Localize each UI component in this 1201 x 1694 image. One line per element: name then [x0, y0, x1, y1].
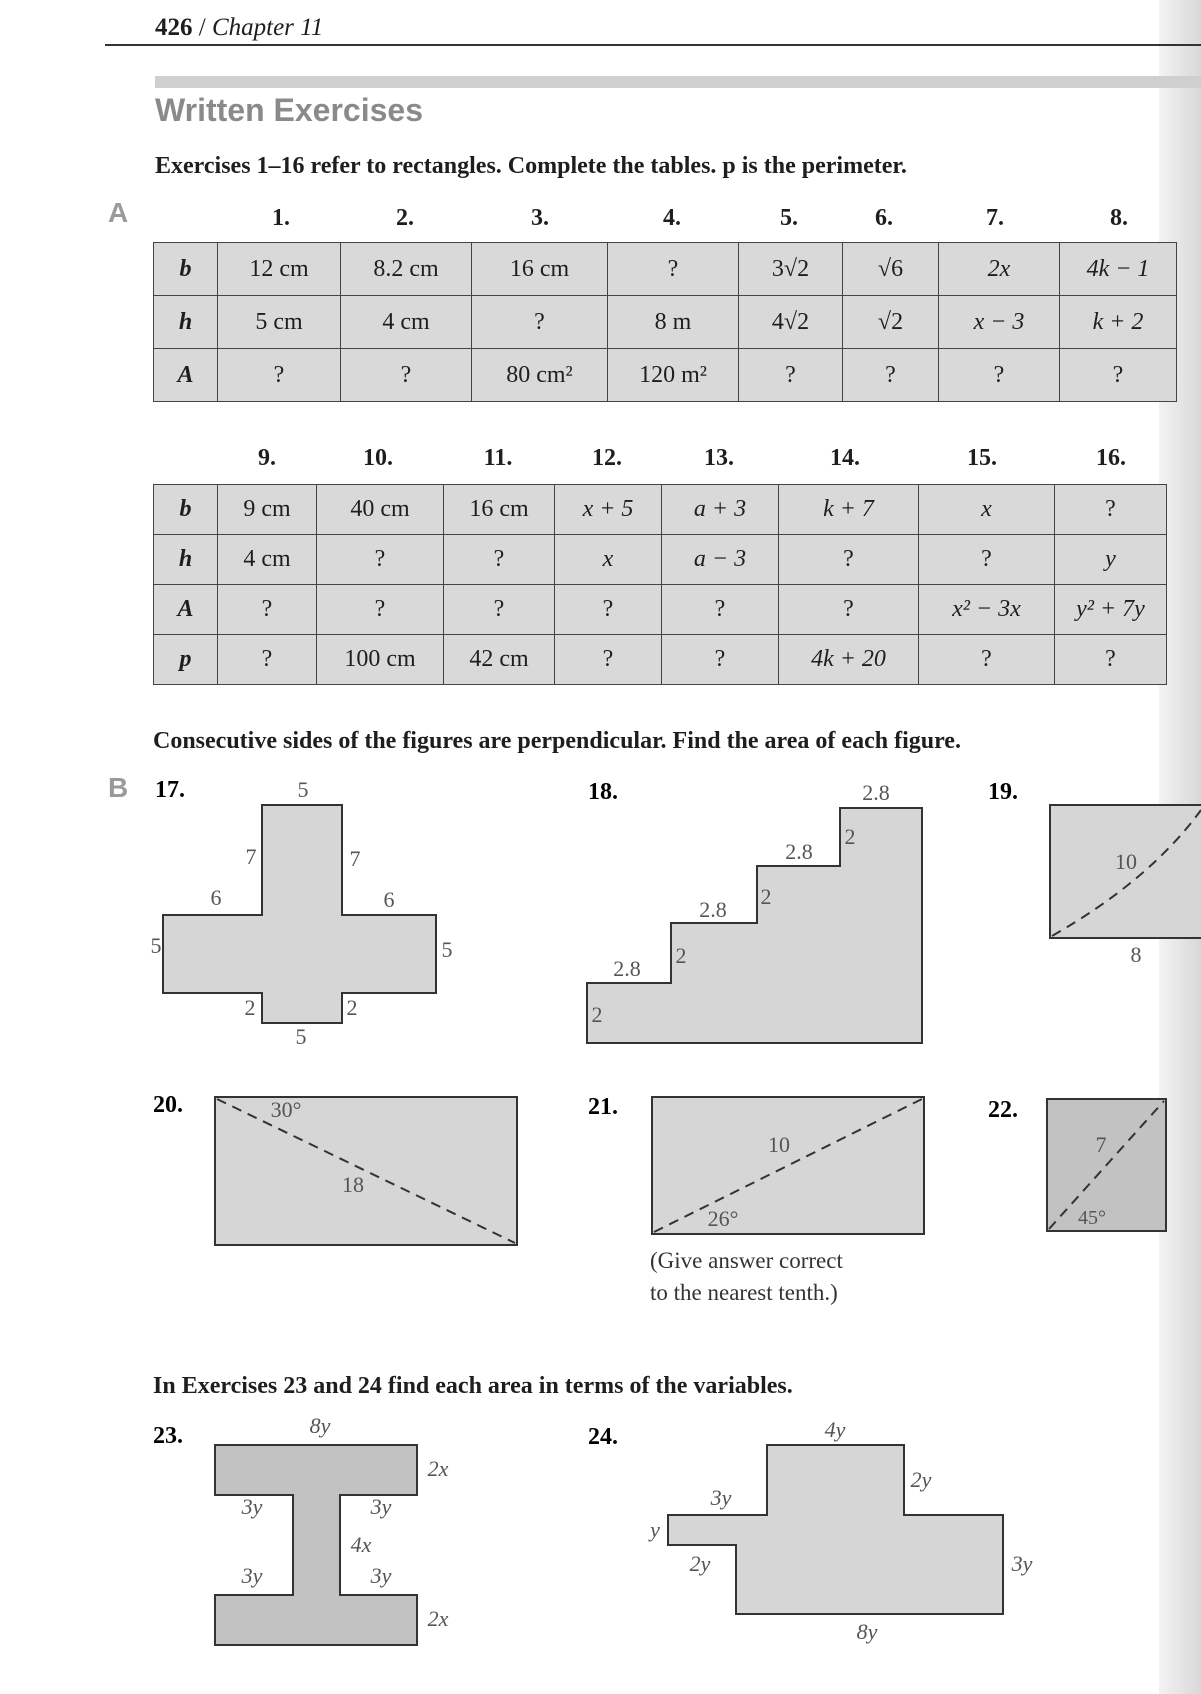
header-separator: / — [198, 14, 206, 41]
row-p — [154, 635, 1167, 685]
exercise-number: 9. — [258, 445, 276, 471]
page-header — [155, 14, 323, 42]
dim-label: 2 — [244, 995, 256, 1020]
cell: k + 2 — [1060, 296, 1177, 349]
angle-label: 30° — [270, 1097, 302, 1122]
dim-label: 18 — [342, 1172, 364, 1197]
row-h — [154, 296, 1177, 349]
cell: 5 cm — [218, 296, 341, 349]
exercise-number: 15. — [967, 445, 997, 471]
dim-label: 5 — [295, 1024, 307, 1049]
figure-22 — [988, 1097, 1166, 1231]
cell: ? — [555, 635, 662, 685]
dim-label: 2 — [675, 943, 687, 968]
row-label: p — [154, 635, 218, 685]
instruction-figures: Consecutive sides of the figures are perpendicular. Find the area of each figure. — [153, 728, 961, 754]
exercise-number: 16. — [1096, 445, 1126, 471]
cell: 12 cm — [218, 243, 341, 296]
dim-label: 6 — [383, 887, 395, 912]
dim-label: 8y — [856, 1619, 878, 1644]
dim-label: 2y — [910, 1467, 932, 1492]
cell: ? — [662, 585, 779, 635]
page-number: 426 — [155, 14, 193, 41]
level-b: B — [108, 772, 129, 803]
cell: ? — [1055, 485, 1167, 535]
dim-label: 2 — [760, 884, 772, 909]
cell: ? — [444, 585, 555, 635]
cell: 8 m — [608, 296, 739, 349]
dim-label: 6 — [210, 885, 222, 910]
figure-19 — [988, 779, 1201, 967]
dim-label: y — [650, 1517, 660, 1542]
cell: x — [555, 535, 662, 585]
exercise-number: 11. — [483, 445, 513, 471]
cell: 8.2 cm — [341, 243, 472, 296]
cell: y — [1055, 535, 1167, 585]
exercise-number: 5. — [780, 205, 798, 231]
composite-shape — [668, 1445, 1003, 1614]
cross-shape — [163, 805, 436, 1023]
cell: ? — [779, 535, 919, 585]
dim-label: 3y — [1011, 1551, 1033, 1576]
cell: k + 7 — [779, 485, 919, 535]
dim-label: 3y — [241, 1563, 263, 1588]
row-b — [154, 485, 1167, 535]
row-h — [154, 535, 1167, 585]
cell: ? — [939, 349, 1060, 402]
figure-note: to the nearest tenth.) — [650, 1280, 838, 1305]
dim-label: 10 — [1115, 849, 1137, 874]
dim-label: 2.8 — [862, 780, 890, 805]
instruction-tables: Exercises 1–16 refer to rectangles. Complete the tables. p is the perimeter. — [155, 153, 907, 179]
section-band — [155, 76, 1201, 88]
figure-18 — [587, 779, 922, 1043]
cell: ? — [317, 585, 444, 635]
row-a — [154, 585, 1167, 635]
exercise-number: 3. — [531, 205, 549, 231]
cell: ? — [919, 635, 1055, 685]
cell: a − 3 — [662, 535, 779, 585]
dim-label: 2.8 — [785, 839, 813, 864]
cell: ? — [1055, 635, 1167, 685]
cell: 4k + 20 — [779, 635, 919, 685]
figure-label: 20. — [153, 1092, 183, 1118]
header-rule — [105, 44, 1201, 46]
figure-20 — [153, 1092, 517, 1245]
dim-label: 5 — [297, 777, 309, 802]
dim-label: 5 — [150, 933, 162, 958]
dim-label: 5 — [441, 937, 453, 962]
angle-label: 45° — [1078, 1207, 1106, 1229]
figures-23-24 — [0, 1400, 1201, 1694]
figure-note: (Give answer correct — [650, 1248, 843, 1273]
figure-21 — [588, 1094, 924, 1305]
row-label: A — [154, 585, 218, 635]
exercise-number: 2. — [396, 205, 414, 231]
table-exercises-1-8 — [153, 242, 1177, 402]
cell: ? — [843, 349, 939, 402]
figure-17 — [151, 777, 453, 1049]
dim-label: 2y — [689, 1551, 711, 1576]
dim-label: 2 — [844, 824, 856, 849]
cell: ? — [608, 243, 739, 296]
cell: ? — [317, 535, 444, 585]
angle-label: 26° — [707, 1206, 739, 1231]
chapter-title: Chapter 11 — [211, 14, 324, 41]
cell: a + 3 — [662, 485, 779, 535]
row-label: A — [154, 349, 218, 402]
row-label: b — [154, 243, 218, 296]
cell: ? — [472, 296, 608, 349]
exercise-number: 13. — [704, 445, 734, 471]
exercise-number: 8. — [1110, 205, 1128, 231]
figure-label: 18. — [588, 779, 618, 805]
cell: ? — [662, 635, 779, 685]
row-label: b — [154, 485, 218, 535]
figure-23 — [153, 1413, 449, 1645]
cell: 9 cm — [218, 485, 317, 535]
level-a: A — [108, 197, 129, 228]
cell: 4 cm — [218, 535, 317, 585]
exercise-number: 7. — [986, 205, 1004, 231]
cell: √6 — [843, 243, 939, 296]
figure-label: 24. — [588, 1424, 618, 1450]
cell: √2 — [843, 296, 939, 349]
exercise-number: 12. — [592, 445, 622, 471]
exercise-number: 4. — [663, 205, 681, 231]
dim-label: 3y — [710, 1485, 732, 1510]
row-label: h — [154, 296, 218, 349]
cell: ? — [218, 349, 341, 402]
row-b — [154, 243, 1177, 296]
exercise-number: 1. — [272, 205, 290, 231]
dim-label: 2x — [427, 1606, 449, 1631]
dim-label: 2x — [427, 1456, 449, 1481]
cell: x − 3 — [939, 296, 1060, 349]
cell: 16 cm — [472, 243, 608, 296]
dim-label: 2.8 — [613, 956, 641, 981]
dim-label: 7 — [245, 844, 257, 869]
exercise-number: 14. — [830, 445, 860, 471]
row-a — [154, 349, 1177, 402]
cell: 2x — [939, 243, 1060, 296]
dim-label: 7 — [1095, 1132, 1107, 1157]
figure-label: 21. — [588, 1094, 618, 1120]
instruction-variables: In Exercises 23 and 24 find each area in terms of the variables. — [153, 1373, 793, 1399]
cell: x — [919, 485, 1055, 535]
figure-label: 22. — [988, 1097, 1018, 1123]
dim-label: 10 — [768, 1132, 790, 1157]
cell: 42 cm — [444, 635, 555, 685]
dim-label: 7 — [349, 846, 361, 871]
dim-label: 3y — [370, 1494, 392, 1519]
cell: ? — [555, 585, 662, 635]
cell: 4k − 1 — [1060, 243, 1177, 296]
cell: 80 cm² — [472, 349, 608, 402]
rectangle-shape — [215, 1097, 517, 1245]
cell: ? — [218, 585, 317, 635]
cell: 100 cm — [317, 635, 444, 685]
cell: 3√2 — [739, 243, 843, 296]
row-label: h — [154, 535, 218, 585]
figure-label: 19. — [988, 779, 1018, 805]
cell: 120 m² — [608, 349, 739, 402]
figure-label: 17. — [155, 777, 185, 803]
section-title: Written Exercises — [155, 92, 423, 128]
cell: 40 cm — [317, 485, 444, 535]
cell: y² + 7y — [1055, 585, 1167, 635]
figure-label: 23. — [153, 1423, 183, 1449]
dim-label: 2 — [591, 1002, 603, 1027]
cell: x² − 3x — [919, 585, 1055, 635]
cell: 4√2 — [739, 296, 843, 349]
dim-label: 3y — [370, 1563, 392, 1588]
figures-17-22 — [0, 760, 1201, 1320]
dim-label: 8 — [1130, 942, 1142, 967]
figure-24 — [588, 1417, 1033, 1644]
exercise-number: 6. — [875, 205, 893, 231]
cell: ? — [341, 349, 472, 402]
i-beam-shape — [215, 1445, 417, 1645]
cell: 4 cm — [341, 296, 472, 349]
cell: ? — [218, 635, 317, 685]
cell: ? — [919, 535, 1055, 585]
dim-label: 2 — [346, 995, 358, 1020]
table-exercises-9-16 — [153, 484, 1167, 685]
staircase-shape — [587, 808, 922, 1043]
dim-label: 4y — [824, 1417, 846, 1442]
dim-label: 3y — [241, 1494, 263, 1519]
cell: ? — [739, 349, 843, 402]
dim-label: 4x — [350, 1532, 372, 1557]
dim-label: 8y — [309, 1413, 331, 1438]
cell: ? — [1060, 349, 1177, 402]
cell: 16 cm — [444, 485, 555, 535]
cell: ? — [779, 585, 919, 635]
cell: x + 5 — [555, 485, 662, 535]
cell: ? — [444, 535, 555, 585]
dim-label: 2.8 — [699, 897, 727, 922]
exercise-number: 10. — [363, 445, 393, 471]
